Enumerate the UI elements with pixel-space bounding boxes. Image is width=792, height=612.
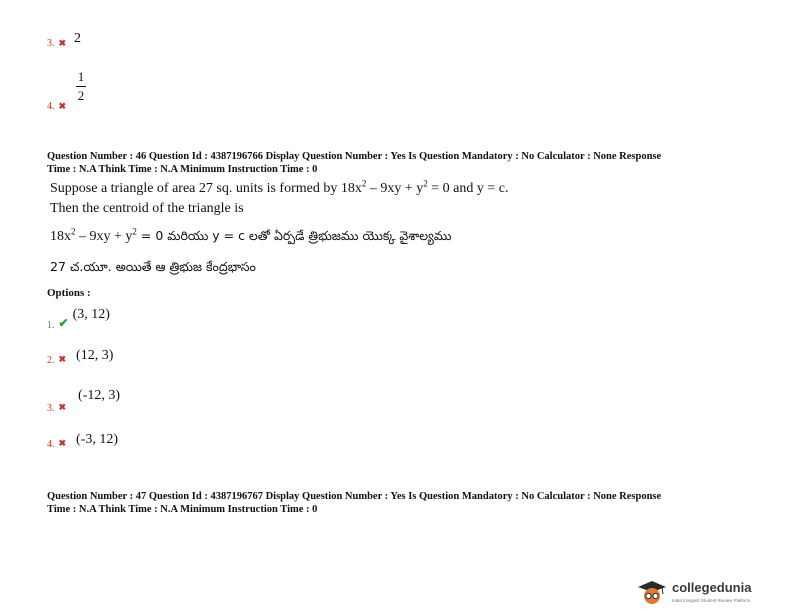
option-number: 3. — [47, 38, 55, 49]
option-1 — [47, 305, 110, 331]
option-number: 3. — [47, 403, 55, 414]
wrong-mark-icon: ✖ — [58, 438, 67, 448]
option-value: (12, 3) — [76, 348, 114, 363]
question-47-meta — [47, 490, 661, 516]
option-4 — [47, 430, 118, 448]
meta-line-2: Time : N.A Think Time : N.A Minimum Instruction Time : 0 — [47, 164, 318, 175]
option-2 — [47, 346, 113, 364]
graduate-mascot-icon — [636, 578, 668, 606]
wrong-mark-icon: ✖ — [58, 402, 67, 412]
logo-name: collegedunia — [672, 580, 752, 595]
meta-line-2: Time : N.A Think Time : N.A Minimum Instruction Time : 0 — [47, 504, 318, 515]
option-number: 1. — [47, 320, 55, 331]
question-46-meta — [47, 150, 661, 176]
fraction-value — [76, 70, 86, 103]
question-telugu-line-1: $18x^2 - 9xy + y^2 = 0$ మరియు y = c లతో ఏర్పడే త్రిభుజము యొక్క వైశాల్యము — [50, 226, 452, 244]
fraction-numerator: 1 — [77, 69, 85, 84]
prev-option-3 — [47, 31, 82, 51]
option-value: (-3, 12) — [76, 432, 119, 447]
collegedunia-logo — [636, 578, 786, 606]
fraction-denominator: 2 — [77, 88, 85, 103]
wrong-mark-icon: ✖ — [58, 38, 67, 48]
question-english-line-2: Then the centroid of the triangle is — [50, 201, 244, 216]
question-telugu-line-2: 27 చ.యూ. అయితే ఆ త్రిభుజ కేంద్రభాసం — [50, 259, 256, 274]
option-number: 4. — [47, 101, 55, 112]
options-label: Options : — [47, 287, 91, 299]
question-english-line-1: Suppose a triangle of area 27 sq. units is formed by $18x^2 - 9xy + y^2 = 0$ and y = c. — [50, 178, 509, 196]
wrong-mark-icon: ✖ — [58, 354, 67, 364]
correct-check-icon: ✔ — [58, 316, 69, 330]
logo-tagline: India's largest Student Review Platform — [672, 598, 751, 603]
option-3 — [47, 386, 121, 414]
option-number: 2. — [47, 355, 55, 366]
option-value: 2 — [74, 31, 82, 46]
fraction-bar — [76, 86, 86, 87]
option-number: 4. — [47, 439, 55, 450]
meta-line-1: Question Number : 46 Question Id : 4387196766 Display Question Number : Yes Is Question Mandatory : No Calculator : None Response — [47, 151, 662, 162]
wrong-mark-icon: ✖ — [58, 101, 67, 111]
option-value: (-12, 3) — [78, 388, 121, 403]
meta-line-1: Question Number : 47 Question Id : 4387196767 Display Question Number : Yes Is Question Mandatory : No Calculator : None Response — [47, 491, 662, 502]
option-value: (3, 12) — [72, 307, 110, 322]
prev-option-4 — [47, 68, 86, 112]
